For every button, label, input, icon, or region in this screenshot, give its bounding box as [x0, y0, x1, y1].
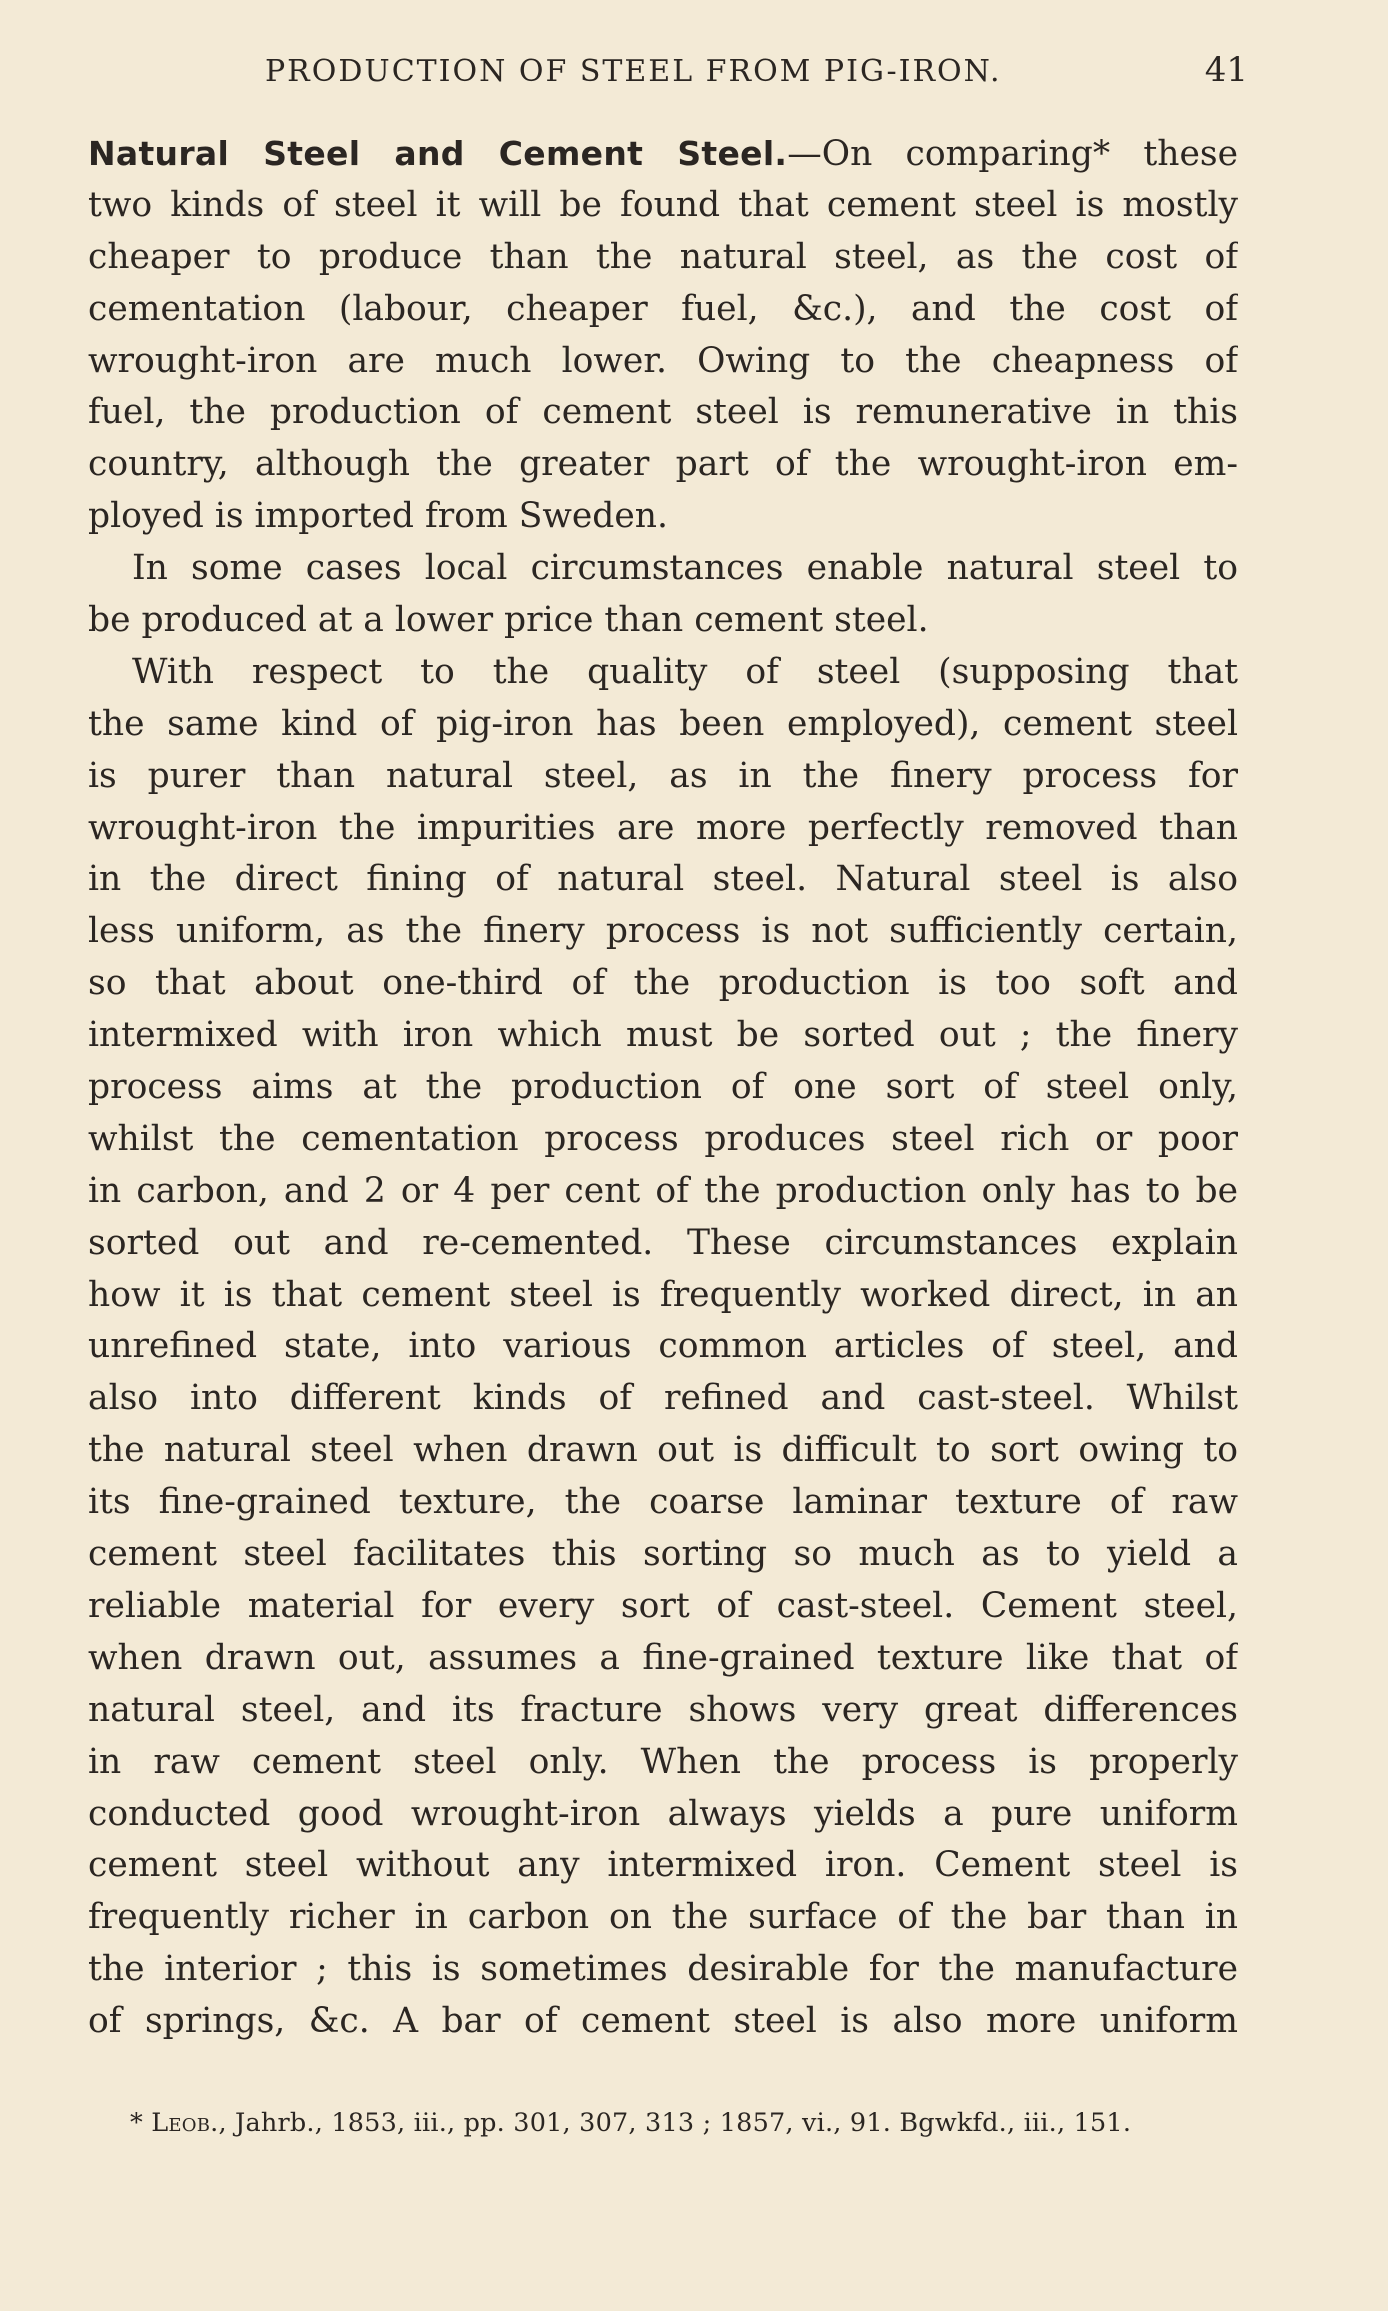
- text-line: With respect to the quality of steel (supposing that: [132, 651, 1238, 692]
- footnote: [130, 2108, 1230, 2138]
- text-line: [88, 128, 1238, 180]
- text-line: fuel, the production of cement steel is remunerative in this: [88, 392, 1238, 433]
- text-line: conducted good wrought-iron always yields a pure uniform: [88, 1793, 1238, 1834]
- footnote-author: Leob.: [151, 2108, 219, 2138]
- text-line: in raw cement steel only. When the process is properly: [88, 1741, 1238, 1782]
- running-title: PRODUCTION OF STEEL FROM PIG-IRON.: [265, 54, 1002, 89]
- text-line: in the direct fining of natural steel. Natural steel is also: [88, 859, 1238, 900]
- text-line: cement steel facilitates this sorting so much as to yield a: [88, 1534, 1238, 1575]
- text-line: less uniform, as the finery process is not sufficiently certain,: [88, 911, 1238, 952]
- text-line: intermixed with iron which must be sorted out ; the finery: [88, 1015, 1238, 1056]
- text-line: the interior ; this is sometimes desirable for the manufacture: [88, 1949, 1238, 1990]
- text-line-content: —On comparing* these: [787, 134, 1238, 174]
- text-line: also into different kinds of refined and cast-steel. Whilst: [88, 1378, 1238, 1419]
- footnote-reference: , Jahrb., 1853, iii., pp. 301, 307, 313 ; 1857, vi., 91. Bgwkfd., iii., 151.: [218, 2108, 1132, 2138]
- text-line: its fine-grained texture, the coarse laminar texture of raw: [88, 1482, 1238, 1523]
- section-heading: Natural Steel and Cement Steel.: [88, 134, 788, 173]
- text-line: how it is that cement steel is frequently worked direct, in an: [88, 1274, 1238, 1315]
- text-line: the same kind of pig-iron has been employed), cement steel: [88, 703, 1238, 744]
- text-line: process aims at the production of one sort of steel only,: [88, 1067, 1238, 1108]
- text-line: be produced at a lower price than cement steel.: [88, 600, 929, 641]
- text-line: of springs, &c. A bar of cement steel is also more uniform: [88, 2001, 1238, 2042]
- text-line: so that about one-third of the production is too soft and: [88, 963, 1238, 1004]
- text-line: sorted out and re-cemented. These circumstances explain: [88, 1222, 1238, 1263]
- text-line: the natural steel when drawn out is difficult to sort owing to: [88, 1430, 1238, 1471]
- text-line: wrought-iron the impurities are more perfectly removed than: [88, 807, 1238, 848]
- text-line: frequently richer in carbon on the surface of the bar than in: [88, 1897, 1238, 1938]
- text-line: natural steel, and its fracture shows very great differences: [88, 1689, 1238, 1730]
- text-line: reliable material for every sort of cast-steel. Cement steel,: [88, 1585, 1238, 1626]
- text-line: wrought-iron are much lower. Owing to the cheapness of: [88, 340, 1238, 381]
- text-line: country, although the greater part of the wrought-iron em-: [88, 444, 1238, 485]
- text-line: ployed is imported from Sweden.: [88, 496, 668, 537]
- text-line: unrefined state, into various common articles of steel, and: [88, 1326, 1238, 1367]
- text-line: two kinds of steel it will be found that cement steel is mostly: [88, 184, 1238, 225]
- text-line: in carbon, and 2 or 4 per cent of the production only has to be: [88, 1170, 1238, 1211]
- text-line: is purer than natural steel, as in the finery process for: [88, 755, 1238, 796]
- running-header: [88, 50, 1248, 98]
- text-line: when drawn out, assumes a fine-grained texture like that of: [88, 1637, 1238, 1678]
- text-line: cementation (labour, cheaper fuel, &c.), and the cost of: [88, 288, 1238, 329]
- page-number: 41: [1204, 50, 1248, 90]
- text-line: cement steel without any intermixed iron. Cement steel is: [88, 1845, 1238, 1886]
- text-line: In some cases local circumstances enable natural steel to: [132, 548, 1238, 589]
- text-line: cheaper to produce than the natural steel, as the cost of: [88, 236, 1238, 277]
- footnote-marker: *: [130, 2108, 143, 2138]
- body-text: [88, 128, 1238, 2048]
- text-line: whilst the cementation process produces steel rich or poor: [88, 1118, 1238, 1159]
